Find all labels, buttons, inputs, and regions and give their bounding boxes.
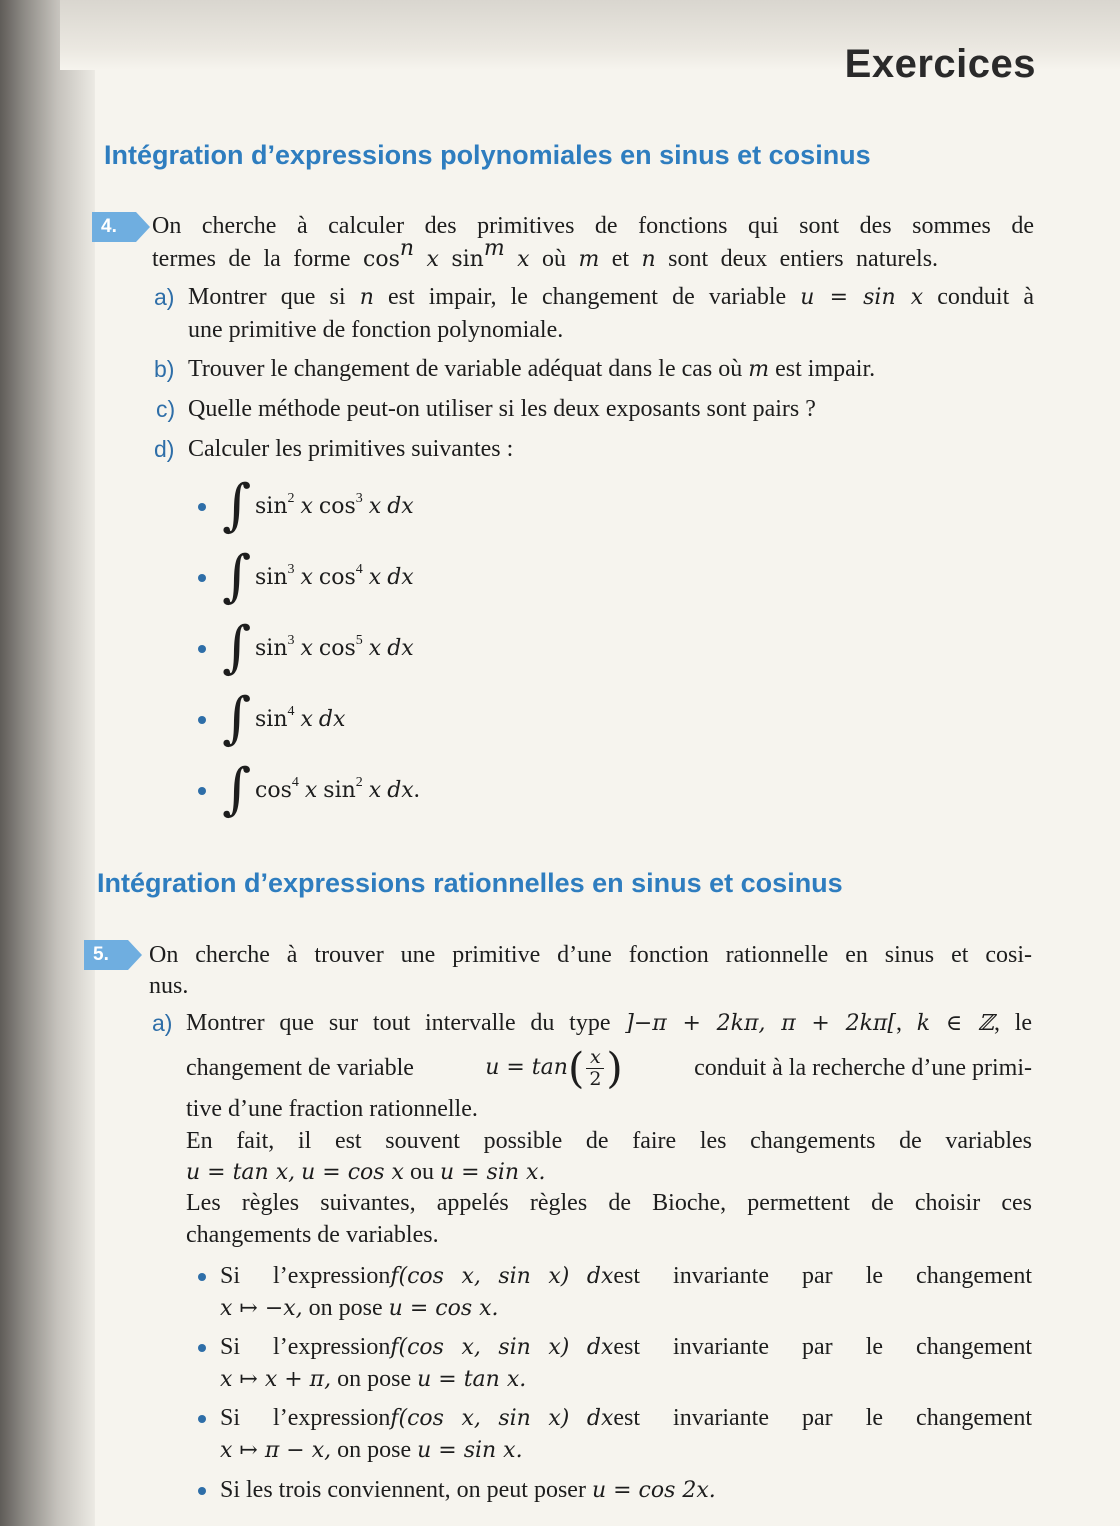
- bullet-dot: [198, 787, 206, 795]
- ex4-item-b-text: Trouver le changement de variable adéquat dans le cas où m est impair.: [188, 356, 876, 382]
- ex4-intro-line2: termes de la forme $\cos^n x$ $\sin^m x$ où m et n sont deux entiers naturels.: [152, 236, 939, 272]
- ex5-item-a-label: a): [152, 1010, 173, 1036]
- ex5-item-a-line3: tive d’une fraction rationnelle.: [186, 1096, 478, 1122]
- integral-expression: $\sin^4 x$ dx: [255, 704, 346, 732]
- ex4-item-a-line1: Montrer que si n est impair, le changement de variable u = sin x conduit à: [188, 284, 1035, 310]
- page-title: Exercices: [844, 42, 1036, 86]
- ex5-intro-line1: On cherche à trouver une primitive d’une fonction rationnelle en sinus et cosi-: [149, 942, 1032, 968]
- section-title-polynomial: Intégration d’expressions polynomiales en sinus et cosinus: [104, 140, 871, 170]
- bullet-dot: [198, 1344, 206, 1352]
- ex4-intro-line1: On cherche à calculer des primitives de fonctions qui sont des sommes de: [152, 213, 1034, 239]
- bullet-dot: [198, 574, 206, 582]
- rule-line1: Si l’expressionf(cos x, sin x) dxest invariante par le changement: [220, 1334, 1032, 1360]
- bullet-dot: [198, 1415, 206, 1423]
- ex5-item-a-line2: changement de variable u = tan( $\frac{x}{2}$ ) conduit à la recherche d’une primi-: [186, 1043, 1032, 1093]
- integral-expression: $\sin^2 x$ $\cos^3 x$ dx: [255, 491, 414, 519]
- rule-line2: x ↦ x + π, on pose u = tan x.: [220, 1366, 527, 1392]
- integral-sign-icon: ∫: [222, 544, 252, 609]
- ex4-item-b-label: b): [154, 356, 175, 382]
- ex5-item-a-line7: changements de variables.: [186, 1222, 439, 1248]
- bullet-dot: [198, 716, 206, 724]
- ex4-item-c-label: c): [156, 396, 176, 422]
- bullet-dot: [198, 1273, 206, 1281]
- integral-expression: $\sin^3 x$ $\cos^4 x$ dx: [255, 562, 414, 590]
- ex5-item-a-line6: Les règles suivantes, appelés règles de Bioche, permettent de choisir ces: [186, 1190, 1032, 1216]
- rule-line1: Si l’expressionf(cos x, sin x) dxest invariante par le changement: [220, 1405, 1032, 1431]
- section-title-rational: Intégration d’expressions rationnelles en sinus et cosinus: [97, 868, 843, 898]
- ex4-item-d-label: d): [154, 436, 175, 462]
- bullet-dot: [198, 645, 206, 653]
- integral-sign-icon: ∫: [222, 686, 252, 751]
- integral-sign-icon: ∫: [222, 473, 252, 538]
- ex5-intro-line2: nus.: [149, 973, 189, 999]
- ex5-item-a-line5: u = tan x, u = cos x ou u = sin x.: [186, 1159, 546, 1185]
- badge-arrow: [136, 212, 150, 242]
- exercise-5-badge: [84, 940, 142, 970]
- integral-expression: $\cos^4 x$ $\sin^2 x$ dx.: [255, 775, 420, 803]
- rule-line2: x ↦ π − x, on pose u = sin x.: [220, 1437, 523, 1463]
- ex4-item-c-text: Quelle méthode peut-on utiliser si les deux exposants sont pairs ?: [188, 396, 816, 422]
- ex5-item-a-line1: Montrer que sur tout intervalle du type ]−π + 2kπ, π + 2kπ[, k ∈ ℤ, le: [186, 1010, 1033, 1036]
- ex4-item-d-text: Calculer les primitives suivantes :: [188, 436, 514, 462]
- rule-line1: Si les trois conviennent, on peut poser u = cos 2x.: [220, 1477, 716, 1503]
- ex5-item-a-line4: En fait, il est souvent possible de faire les changements de variables: [186, 1128, 1032, 1154]
- exercise-4-badge: [92, 212, 150, 242]
- rule-line2: x ↦ −x, on pose u = cos x.: [220, 1295, 499, 1321]
- fraction-x-over-2: $\frac{x}{2}$: [586, 1047, 604, 1090]
- exercise-number: 4.: [101, 216, 117, 237]
- bullet-dot: [198, 503, 206, 511]
- rule-line1: Si l’expressionf(cos x, sin x) dxest invariante par le changement: [220, 1263, 1032, 1289]
- book-gutter-shadow: [0, 0, 95, 1526]
- ex4-item-a-label: a): [154, 284, 175, 310]
- integral-sign-icon: ∫: [222, 757, 252, 822]
- exercise-number: 5.: [93, 944, 109, 965]
- integral-expression: $\sin^3 x$ $\cos^5 x$ dx: [255, 633, 414, 661]
- bullet-dot: [198, 1487, 206, 1495]
- ex4-item-a-line2: une primitive de fonction polynomiale.: [188, 317, 564, 343]
- integral-sign-icon: ∫: [222, 615, 252, 680]
- badge-arrow: [128, 940, 142, 970]
